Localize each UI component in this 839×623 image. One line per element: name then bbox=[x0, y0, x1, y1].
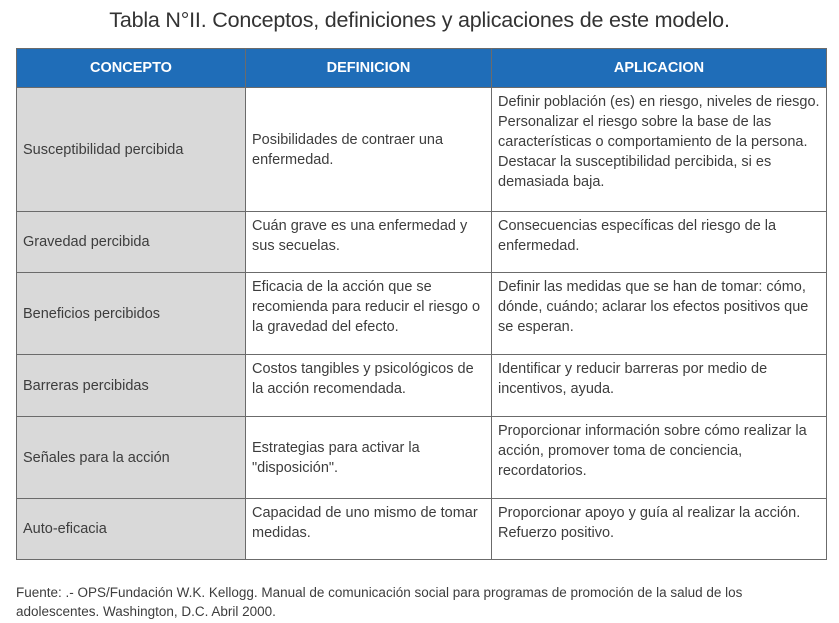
table-row bbox=[17, 273, 827, 355]
table-title: Tabla N°II. Conceptos, definiciones y aplicaciones de este modelo. bbox=[109, 8, 730, 32]
table-header-row bbox=[17, 49, 827, 88]
source-note: Fuente: .- OPS/Fundación W.K. Kellogg. Manual de comunicación social para programas de promoción de la salud de los adolescentes. Washington, D.C. Abril 2000. bbox=[16, 585, 743, 619]
concepts-table bbox=[16, 48, 827, 560]
cell-concepto: Señales para la acción bbox=[17, 417, 246, 499]
cell-aplicacion: Identificar y reducir barreras por medio de incentivos, ayuda. bbox=[492, 355, 827, 417]
cell-aplicacion: Proporcionar información sobre cómo realizar la acción, promover toma de conciencia, recordatorios. bbox=[492, 417, 827, 499]
cell-definicion: Capacidad de uno mismo de tomar medidas. bbox=[246, 499, 492, 560]
table-row bbox=[17, 88, 827, 212]
cell-definicion: Eficacia de la acción que se recomienda para reducir el riesgo o la gravedad del efecto. bbox=[246, 273, 492, 355]
cell-definicion: Costos tangibles y psicológicos de la acción recomendada. bbox=[246, 355, 492, 417]
cell-concepto: Gravedad percibida bbox=[17, 212, 246, 273]
cell-concepto: Beneficios percibidos bbox=[17, 273, 246, 355]
cell-concepto: Barreras percibidas bbox=[17, 355, 246, 417]
table-row bbox=[17, 499, 827, 560]
cell-concepto: Susceptibilidad percibida bbox=[17, 88, 246, 212]
table-row bbox=[17, 355, 827, 417]
cell-aplicacion: Proporcionar apoyo y guía al realizar la acción. Refuerzo positivo. bbox=[492, 499, 827, 560]
cell-aplicacion: Definir las medidas que se han de tomar: cómo, dónde, cuándo; aclarar los efectos positivos que se esperan. bbox=[492, 273, 827, 355]
header-definicion: DEFINICION bbox=[246, 49, 492, 88]
cell-aplicacion: Consecuencias específicas del riesgo de la enfermedad. bbox=[492, 212, 827, 273]
cell-definicion: Cuán grave es una enfermedad y sus secuelas. bbox=[246, 212, 492, 273]
cell-definicion: Estrategias para activar la "disposición". bbox=[246, 417, 492, 499]
cell-concepto: Auto-eficacia bbox=[17, 499, 246, 560]
header-aplicacion: APLICACION bbox=[492, 49, 827, 88]
header-concepto: CONCEPTO bbox=[17, 49, 246, 88]
table-row bbox=[17, 212, 827, 273]
cell-aplicacion: Definir población (es) en riesgo, niveles de riesgo. Personalizar el riesgo sobre la base de las características o comportamiento de la persona. Destacar la susceptibilidad percibida, si es demasiada baja. bbox=[492, 88, 827, 212]
table-row bbox=[17, 417, 827, 499]
cell-definicion: Posibilidades de contraer una enfermedad. bbox=[246, 88, 492, 212]
